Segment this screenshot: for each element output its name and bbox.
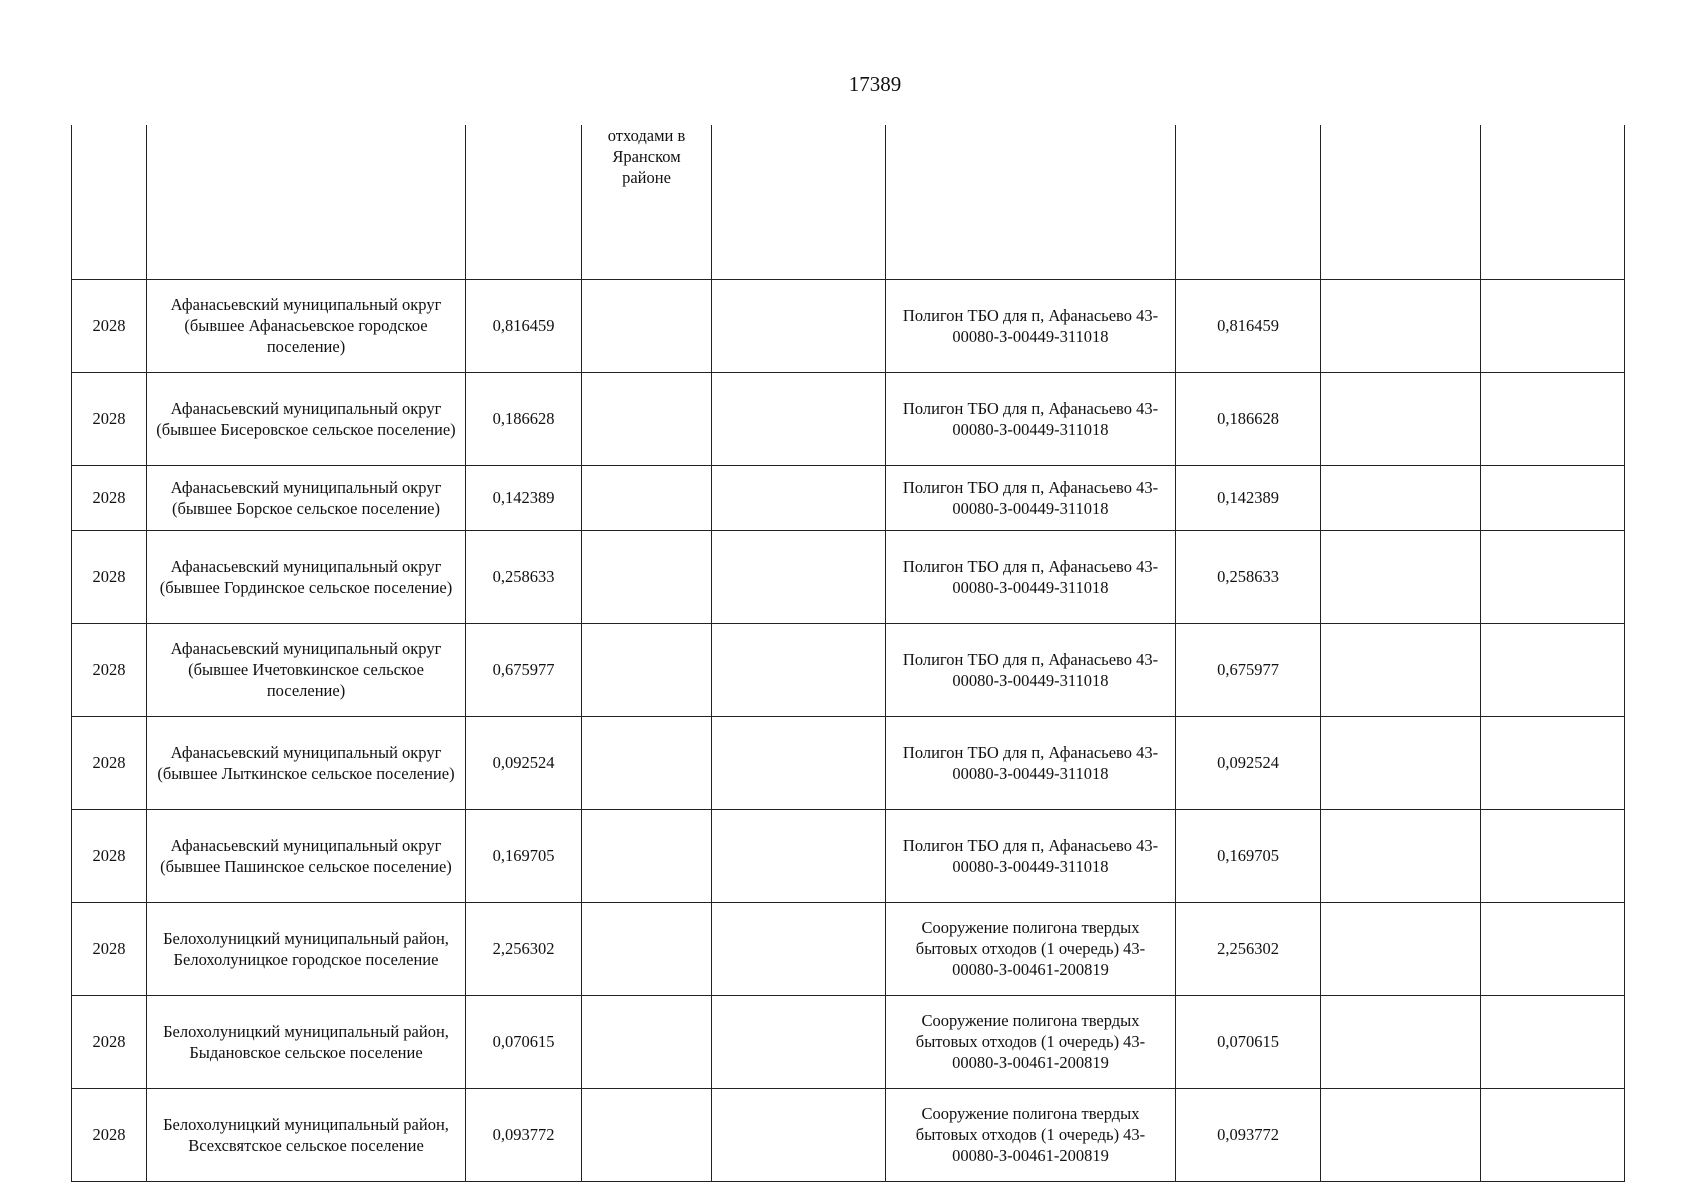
cell-facility: Полигон ТБО для п, Афанасьево 43-00080-З-00449-311018: [886, 372, 1176, 465]
cell-mass-facility: 0,093772: [1176, 1088, 1321, 1181]
cell-empty: [582, 623, 712, 716]
cell-empty: [1481, 995, 1625, 1088]
cell-year: 2028: [72, 372, 147, 465]
table-row: [72, 809, 1625, 902]
cell-facility: Сооружение полигона твердых бытовых отходов (1 очередь) 43-00080-З-00461-200819: [886, 995, 1176, 1088]
cell-empty: [1321, 623, 1481, 716]
cell-facility: Сооружение полигона твердых бытовых отходов (1 очередь) 43-00080-З-00461-200819: [886, 902, 1176, 995]
cell-empty: [1481, 1088, 1625, 1181]
cell-empty: [582, 716, 712, 809]
cell-municipality: Афанасьевский муниципальный округ (бывшее Ичетовкинское сельское поселение): [147, 623, 466, 716]
cell-empty: [582, 279, 712, 372]
cell-year: 2028: [72, 995, 147, 1088]
cell-empty: [582, 530, 712, 623]
cell-empty: [582, 372, 712, 465]
cell-year: 2028: [72, 279, 147, 372]
cell-mass-facility: 2,256302: [1176, 902, 1321, 995]
cell-year: 2028: [72, 1088, 147, 1181]
table-row: [72, 465, 1625, 530]
cell-mass: 0,169705: [466, 809, 582, 902]
cell-facility: Полигон ТБО для п, Афанасьево 43-00080-З-00449-311018: [886, 465, 1176, 530]
cell-mass: 0,093772: [466, 1088, 582, 1181]
cell-facility: Полигон ТБО для п, Афанасьево 43-00080-З-00449-311018: [886, 716, 1176, 809]
cell-empty: [1321, 809, 1481, 902]
cell-empty: [1321, 372, 1481, 465]
cell-empty: [712, 902, 886, 995]
table-row: [72, 530, 1625, 623]
cell-empty: [582, 465, 712, 530]
cell-municipality: Афанасьевский муниципальный округ (бывшее Бисеровское сельское поселение): [147, 372, 466, 465]
cell-empty: [712, 623, 886, 716]
cell-empty: [1481, 716, 1625, 809]
waste-object-text: отходами в Яранском районе: [607, 126, 686, 187]
cell-facility: [886, 125, 1176, 279]
cell-municipality: [147, 125, 466, 279]
cell-facility: Полигон ТБО для п, Афанасьево 43-00080-З-00449-311018: [886, 623, 1176, 716]
table-row: [72, 902, 1625, 995]
cell-mass: 0,675977: [466, 623, 582, 716]
cell-empty: [1481, 465, 1625, 530]
cell-year: 2028: [72, 902, 147, 995]
waste-flow-table: [71, 125, 1625, 1182]
cell-facility: Полигон ТБО для п, Афанасьево 43-00080-З-00449-311018: [886, 809, 1176, 902]
cell-mass-facility: 0,169705: [1176, 809, 1321, 902]
cell-empty: [1481, 530, 1625, 623]
cell-mass-facility: 0,092524: [1176, 716, 1321, 809]
cell-mass-facility: 0,142389: [1176, 465, 1321, 530]
table-row: [72, 623, 1625, 716]
cell-mass-facility: 0,258633: [1176, 530, 1321, 623]
cell-mass-facility: 0,186628: [1176, 372, 1321, 465]
cell-municipality: Афанасьевский муниципальный округ (бывшее Гординское сельское поселение): [147, 530, 466, 623]
cell-facility: Полигон ТБО для п, Афанасьево 43-00080-З-00449-311018: [886, 530, 1176, 623]
continuation-row: [72, 125, 1625, 279]
cell-year: 2028: [72, 623, 147, 716]
cell-empty: [712, 279, 886, 372]
cell-year: 2028: [72, 465, 147, 530]
cell-municipality: Афанасьевский муниципальный округ (бывшее Борское сельское поселение): [147, 465, 466, 530]
page-number: 17389: [848, 72, 902, 96]
cell-empty: [582, 902, 712, 995]
cell-empty: [1481, 125, 1625, 279]
table-row: [72, 716, 1625, 809]
cell-empty: [712, 530, 886, 623]
cell-empty: [1481, 279, 1625, 372]
cell-mass: 0,142389: [466, 465, 582, 530]
cell-empty: [1321, 995, 1481, 1088]
cell-year: 2028: [72, 530, 147, 623]
cell-empty: [582, 995, 712, 1088]
cell-empty: [1481, 623, 1625, 716]
cell-year: 2028: [72, 716, 147, 809]
cell-municipality: Афанасьевский муниципальный округ (бывшее Пашинское сельское поселение): [147, 809, 466, 902]
cell-mass: 0,816459: [466, 279, 582, 372]
cell-mass: 0,186628: [466, 372, 582, 465]
cell-municipality: Белохолуницкий муниципальный район, Белохолуницкое городское поселение: [147, 902, 466, 995]
cell-empty: [1321, 530, 1481, 623]
cell-empty: [712, 372, 886, 465]
cell-empty: [1321, 1088, 1481, 1181]
table-row: [72, 1088, 1625, 1181]
cell-empty: [712, 465, 886, 530]
cell-municipality: Афанасьевский муниципальный округ (бывшее Лыткинское сельское поселение): [147, 716, 466, 809]
cell-municipality: Белохолуницкий муниципальный район, Всехсвятское сельское поселение: [147, 1088, 466, 1181]
cell-mass: 0,258633: [466, 530, 582, 623]
cell-year: 2028: [72, 809, 147, 902]
table-row: [72, 279, 1625, 372]
cell-mass: 0,092524: [466, 716, 582, 809]
cell-empty: [712, 809, 886, 902]
cell-empty: [712, 995, 886, 1088]
cell-empty: [1321, 279, 1481, 372]
cell-facility: Сооружение полигона твердых бытовых отходов (1 очередь) 43-00080-З-00461-200819: [886, 1088, 1176, 1181]
cell-empty: [1481, 809, 1625, 902]
cell-mass: 2,256302: [466, 902, 582, 995]
cell-mass: [466, 125, 582, 279]
cell-empty: [1321, 902, 1481, 995]
cell-empty: [1481, 372, 1625, 465]
cell-municipality: Белохолуницкий муниципальный район, Быдановское сельское поселение: [147, 995, 466, 1088]
cell-empty: [1321, 465, 1481, 530]
cell-mass: 0,070615: [466, 995, 582, 1088]
cell-empty: [1321, 716, 1481, 809]
table-row: [72, 372, 1625, 465]
cell-year: [72, 125, 147, 279]
cell-mass-facility: [1176, 125, 1321, 279]
cell-waste-object: [582, 125, 712, 279]
cell-mass-facility: 0,070615: [1176, 995, 1321, 1088]
cell-empty: [712, 125, 886, 279]
cell-empty: [582, 1088, 712, 1181]
cell-facility: Полигон ТБО для п, Афанасьево 43-00080-З-00449-311018: [886, 279, 1176, 372]
cell-municipality: Афанасьевский муниципальный округ (бывшее Афанасьевское городское поселение): [147, 279, 466, 372]
cell-empty: [1321, 125, 1481, 279]
cell-empty: [712, 1088, 886, 1181]
cell-empty: [582, 809, 712, 902]
cell-empty: [1481, 902, 1625, 995]
cell-mass-facility: 0,675977: [1176, 623, 1321, 716]
cell-mass-facility: 0,816459: [1176, 279, 1321, 372]
cell-empty: [712, 716, 886, 809]
table-row: [72, 995, 1625, 1088]
